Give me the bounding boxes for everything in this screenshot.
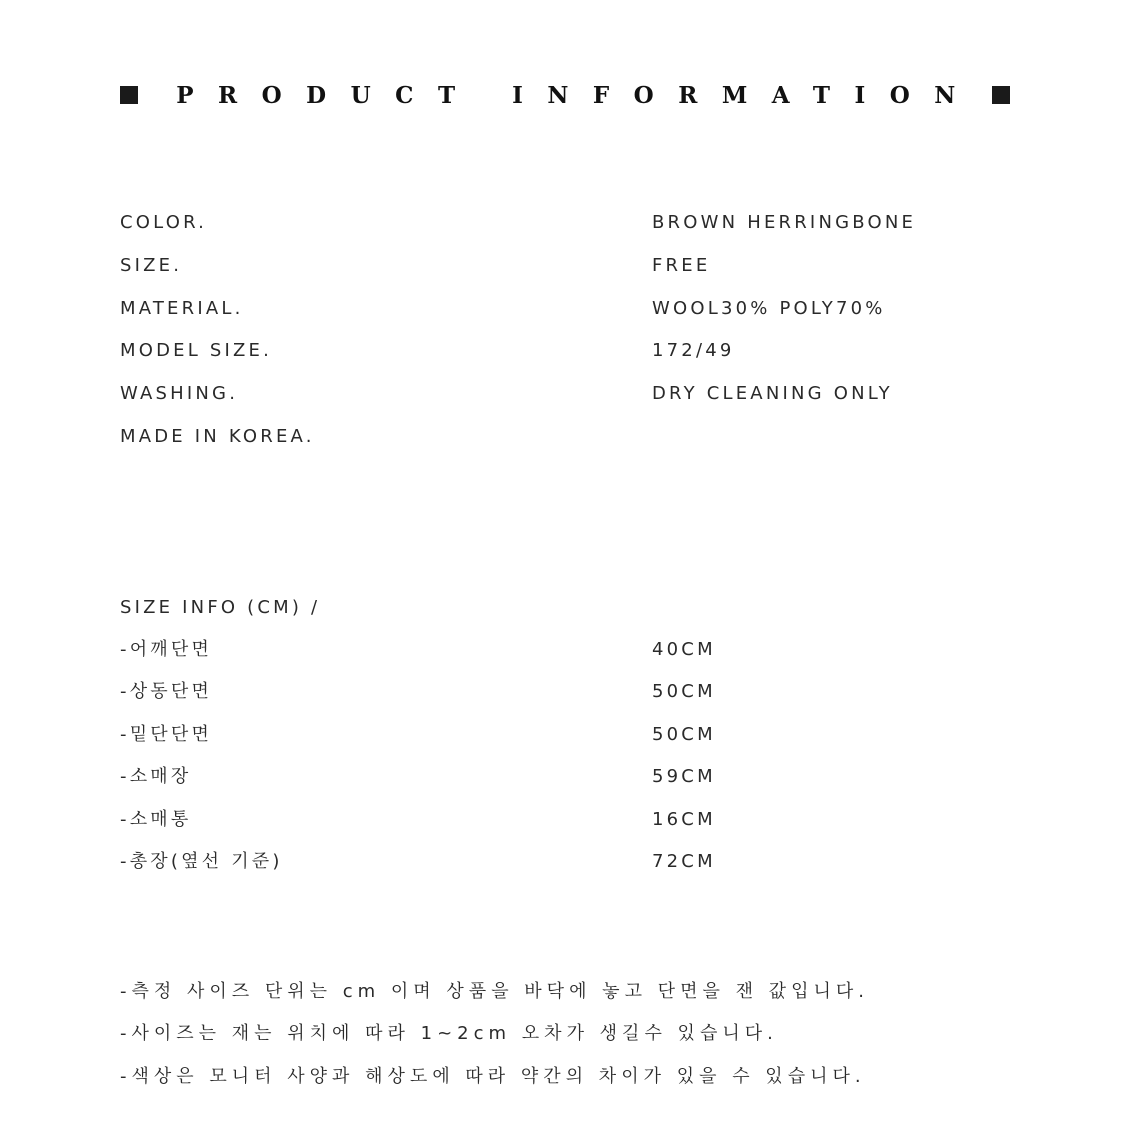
spec-value: 172/49 [652,340,735,361]
size-value: 16CM [652,809,716,830]
spec-label: WASHING. [120,383,239,404]
size-label: -총장(옆선 기준) [120,851,283,872]
spec-label: MODEL SIZE. [120,340,273,361]
spec-row-washing [120,379,1020,409]
size-row-sleeve-width [120,805,1020,835]
spec-row-model-size [120,336,1020,366]
spec-row-made-in [120,422,1020,452]
spec-row-color [120,208,1020,238]
spec-row-material [120,294,1020,324]
page-title: PRODUCT INFORMATION [176,81,980,109]
product-information-header [120,80,1010,110]
spec-label: MATERIAL. [120,298,244,319]
right-square-bullet-icon [992,86,1010,104]
spec-value: DRY CLEANING ONLY [652,383,893,404]
left-square-bullet-icon [120,86,138,104]
spec-value: FREE [652,255,711,276]
size-label: -밑단단면 [120,724,213,745]
size-value: 40CM [652,639,716,660]
spec-value: BROWN HERRINGBONE [652,212,917,233]
size-row-hem [120,720,1020,750]
size-label: -소매장 [120,766,192,787]
size-value: 50CM [652,724,716,745]
size-row-shoulder [120,635,1020,665]
size-label: -소매통 [120,809,192,830]
size-info-heading [120,593,1020,623]
size-row-total-length [120,847,1020,877]
size-row-sleeve-length [120,762,1020,792]
spec-label: COLOR. [120,212,208,233]
size-value: 72CM [652,851,716,872]
color-variance-note: -색상은 모니터 사양과 해상도에 따라 약간의 차이가 있을 수 있습니다. [120,1066,866,1087]
spec-row-size [120,251,1020,281]
size-value: 59CM [652,766,716,787]
size-label: -상동단면 [120,681,213,702]
size-label: -어깨단면 [120,639,213,660]
spec-label: SIZE. [120,255,183,276]
measurement-note: -측정 사이즈 단위는 cm 이며 상품을 바닥에 놓고 단면을 잰 값입니다. [120,981,869,1002]
size-row-chest [120,677,1020,707]
size-value: 50CM [652,681,716,702]
tolerance-note: -사이즈는 재는 위치에 따라 1~2cm 오차가 생길수 있습니다. [120,1023,778,1044]
size-info-heading-text: SIZE INFO (CM) / [120,597,321,618]
spec-label: MADE IN KOREA. [120,426,315,447]
spec-value: WOOL30% POLY70% [652,298,886,319]
